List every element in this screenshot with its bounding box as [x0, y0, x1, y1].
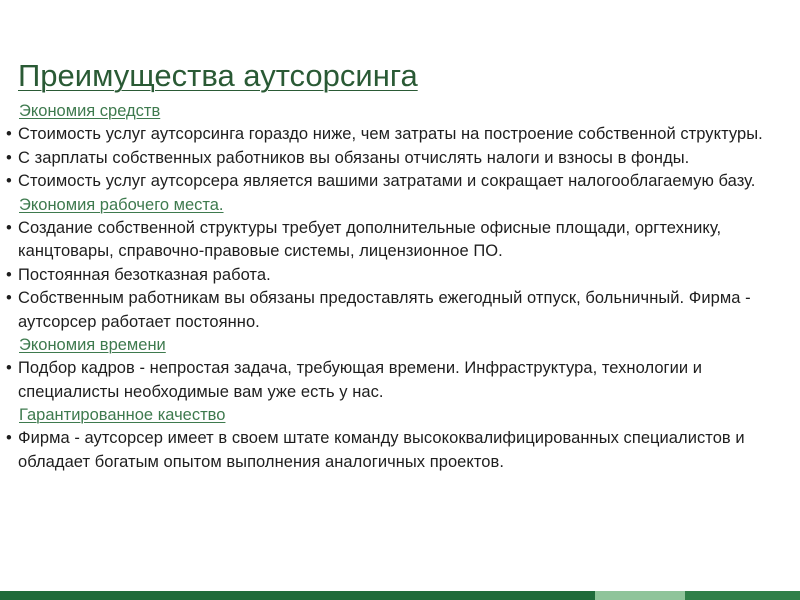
bullet-text: Собственным работникам вы обязаны предоставлять ежегодный отпуск, больничный. Фирма - аутсорсер работает постоянно.	[18, 289, 751, 331]
section-economy-funds	[6, 100, 791, 194]
bullet-text: Постоянная безотказная работа.	[18, 265, 271, 284]
footer-decor-bar	[0, 591, 800, 600]
bullet-dot: •	[6, 218, 12, 237]
bullet-text: Стоимость услуг аутсорсинга гораздо ниже, чем затраты на построение собственной структуры.	[18, 125, 763, 143]
section-economy-workplace	[6, 194, 791, 335]
section-heading: Экономия рабочего места.	[19, 195, 224, 214]
bullet-dot: •	[6, 429, 12, 447]
bullet-dot: •	[6, 359, 12, 377]
bullet-text: Подбор кадров - непростая задача, требующая времени. Инфраструктура, технологии и специалисты необходимые вам уже есть у нас.	[18, 359, 703, 401]
footer-segment-dark	[0, 591, 595, 600]
footer-segment-end	[685, 591, 800, 600]
footer-segment-light	[595, 591, 685, 600]
bullet-text: Фирма - аутсорсер имеет в своем штате команду высококвалифицированных специалистов и обладает богатым опытом выполнения аналогичных проектов.	[18, 429, 745, 471]
bullet-dot: •	[6, 125, 12, 143]
section-economy-time	[6, 334, 791, 404]
section-heading: Гарантированное качество	[19, 406, 226, 424]
section-heading: Экономия средств	[19, 102, 161, 120]
section-guaranteed-quality	[6, 404, 791, 474]
bullet-item	[6, 357, 791, 404]
slide-content	[6, 100, 791, 474]
bullet-dot: •	[6, 289, 12, 307]
bullet-item	[6, 427, 791, 474]
section-heading: Экономия времени	[19, 336, 166, 354]
bullet-item	[6, 217, 791, 264]
bullet-text: Создание собственной структуры требует дополнительные офисные площади, оргтехнику, канцтовары, справочно-правовые системы, лицензионное ПО.	[18, 218, 722, 260]
bullet-dot: •	[6, 172, 12, 190]
bullet-item	[6, 147, 791, 171]
bullet-item	[6, 287, 791, 334]
bullet-dot: •	[6, 148, 12, 167]
bullet-text: С зарплаты собственных работников вы обязаны отчислять налоги и взносы в фонды.	[18, 148, 690, 167]
bullet-dot: •	[6, 265, 12, 284]
bullet-text: Стоимость услуг аутсорсера является вашими затратами и сокращает налогооблагаемую базу.	[18, 172, 756, 190]
bullet-item	[6, 170, 791, 194]
bullet-item	[6, 264, 791, 288]
slide-title: Преимущества аутсорсинга	[18, 58, 418, 93]
bullet-item	[6, 123, 791, 147]
